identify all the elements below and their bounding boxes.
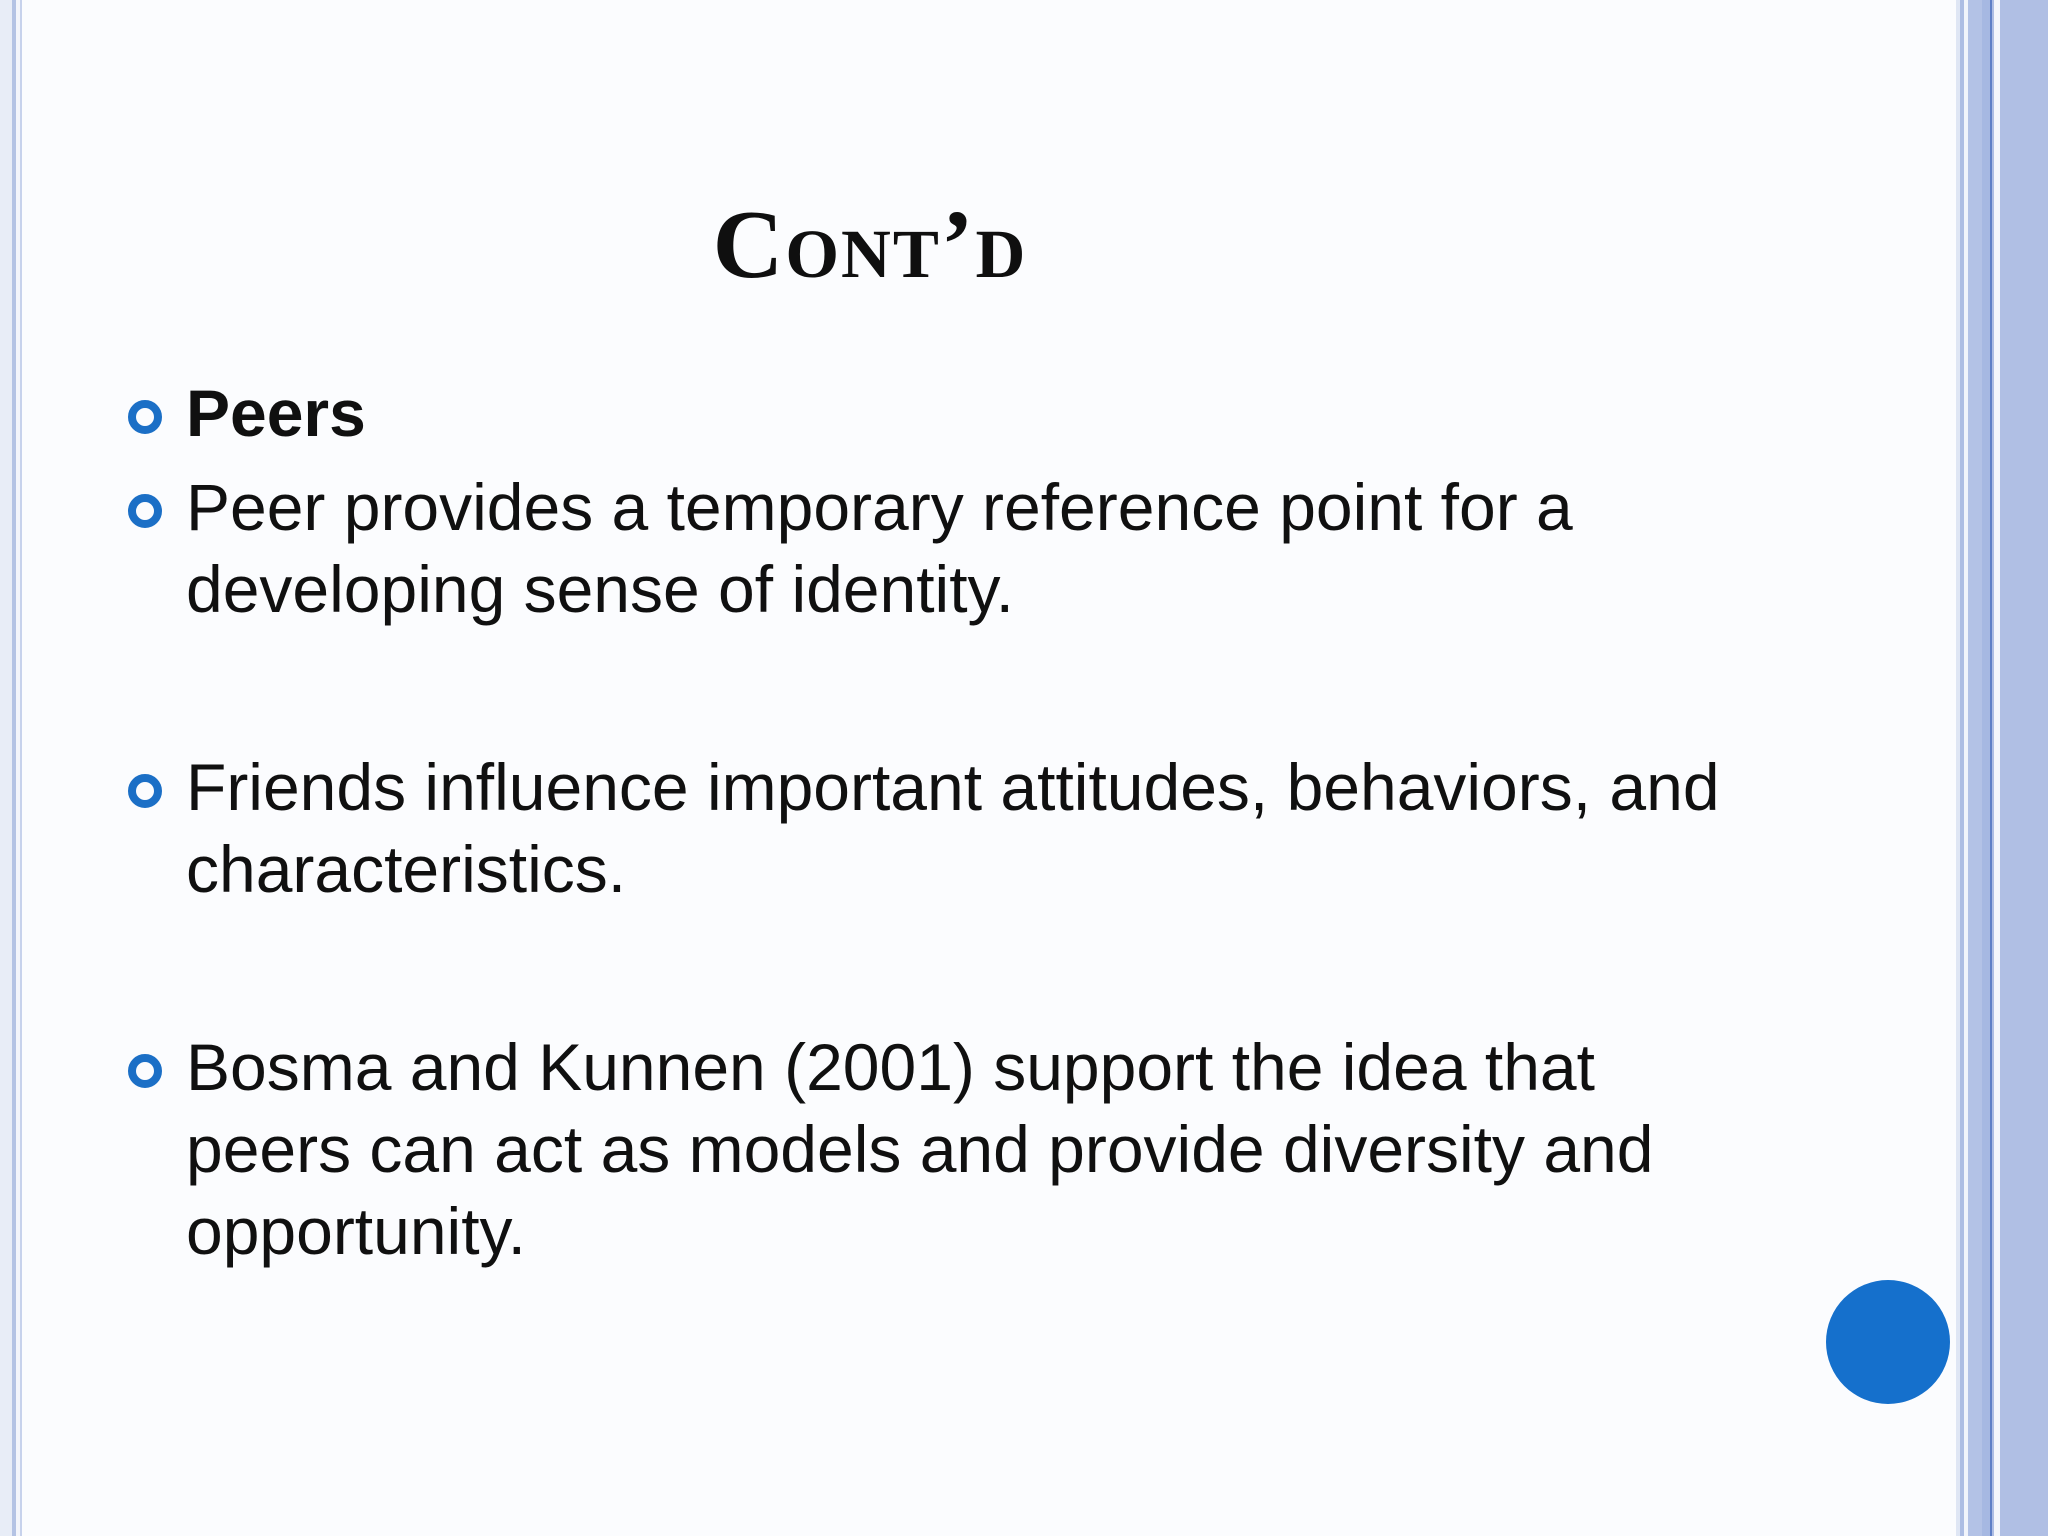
hollow-circle-bullet-icon — [128, 400, 162, 434]
bullet-text: Friends influence important attitudes, behaviors, and characteristics. — [186, 750, 1720, 906]
hollow-circle-bullet-icon — [128, 494, 162, 528]
hollow-circle-bullet-icon — [128, 1054, 162, 1088]
bullet-item-bosma-kunnen — [124, 1026, 1744, 1272]
bullet-item-peers — [124, 372, 1744, 454]
bullet-item-friends-influence — [124, 746, 1744, 910]
slide-title: Cont’d — [712, 191, 1028, 299]
right-border-decoration — [1956, 0, 2048, 1536]
bullet-item-peer-reference — [124, 466, 1744, 630]
bullet-list — [124, 372, 1744, 1272]
bullet-text: Peers — [186, 376, 366, 450]
filled-circle-icon[interactable] — [1826, 1280, 1950, 1404]
bullet-text: Peer provides a temporary reference point for a developing sense of identity. — [186, 470, 1573, 626]
bullet-text: Bosma and Kunnen (2001) support the idea that peers can act as models and provide diversity and opportunity. — [186, 1030, 1654, 1268]
hollow-circle-bullet-icon — [128, 774, 162, 808]
